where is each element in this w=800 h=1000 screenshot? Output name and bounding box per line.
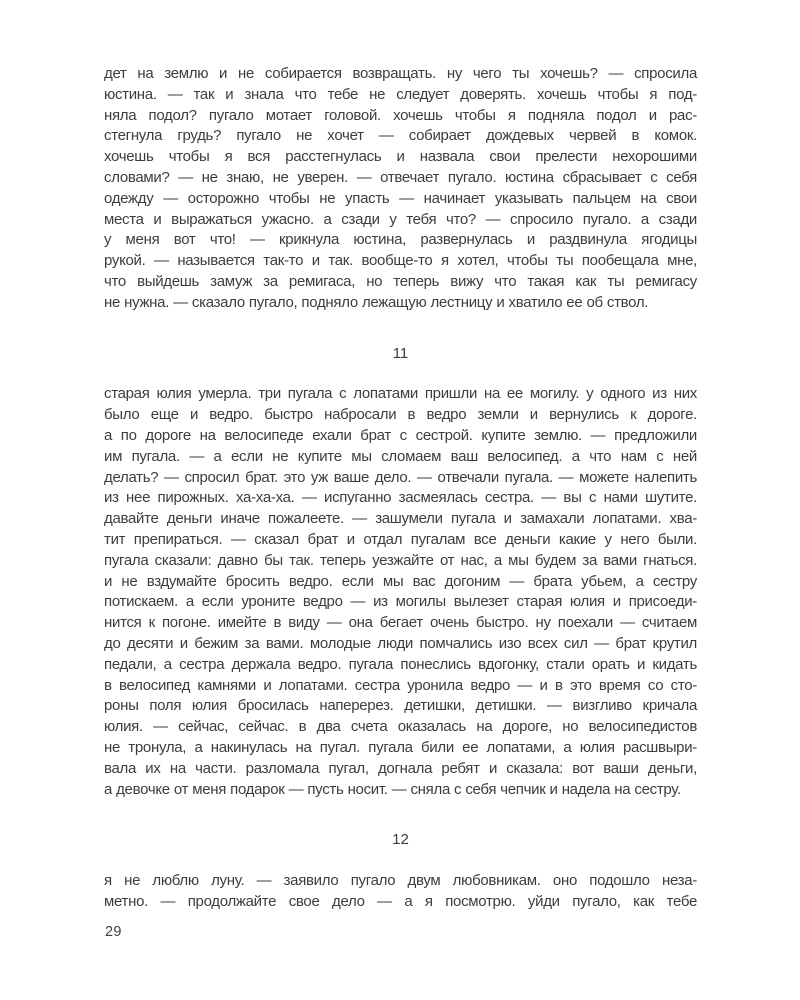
text-line: а девочке от меня подарок — пусть носит. — сняла с себя чепчик и надела на сестру. xyxy=(104,780,681,798)
text-line: метно. — продолжайте свое дело — а я посмотрю. уйди пугало, как тебе xyxy=(104,892,697,910)
text-line: няла подол? пугало мотает головой. хочешь чтобы я подняла подол и рас- xyxy=(104,106,697,124)
paragraph xyxy=(104,871,697,913)
text-line: а по дороге на велосипеде ехали брат с сестрой. купите землю. — предложили xyxy=(104,426,697,444)
text-line: роны поля юлия бросилась наперерез. детишки, детишки. — визгливо кричала xyxy=(104,697,697,715)
text-line: словами? — не знаю, не уверен. — отвечает пугало. юстина сбрасывает с себя xyxy=(104,168,697,186)
text-line: давайте деньги иначе пожалеете. — зашумели пугала и замахали лопатами. хва- xyxy=(104,510,697,528)
text-line: места и выражаться ужасно. а сзади у тебя что? — спросило пугало. а сзади xyxy=(104,210,697,228)
text-line: дет на землю и не собирается возвращать. ну чего ты хочешь? — спросила xyxy=(104,65,697,82)
text-line: в велосипед камнями и лопатами. сестра уронила ведро — и в это время со сто- xyxy=(104,676,697,694)
text-line: юлия. — сейчас, сейчас. в два счета оказалась на дороге, но велосипедистов xyxy=(104,718,697,736)
section-number: 11 xyxy=(392,344,409,362)
text-line: пугала сказали: давно бы так. теперь уезжайте от нас, а мы будем за вами гнаться. xyxy=(104,551,697,569)
text-line: не нужна. — сказало пугало, подняло лежащую лестницу и хватило ее об ствол. xyxy=(104,293,649,311)
text-line: вала их на части. разломала пугал, догнала ребят и сказала: вот ваши деньги, xyxy=(104,759,697,777)
text-line: нится к погоне. имейте в виду — она бегает очень быстро. ну поехали — считаем xyxy=(104,614,697,632)
text-line: из нее пирожных. ха-ха-ха. — испуганно засмеялась сестра. — вы с нами шутите. xyxy=(104,489,697,507)
text-line: педали, а сестра держала ведро. пугала понеслись вдогонку, стали орать и кидать xyxy=(104,655,697,673)
text-line: хочешь чтобы я вся расстегнулась и назвала свои прелести нехорошими xyxy=(104,148,697,166)
paragraph xyxy=(104,384,697,800)
text-line: у меня вот что! — крикнула юстина, развернулась и раздвинула ягодицы xyxy=(104,231,697,249)
text-line: старая юлия умерла. три пугала с лопатами пришли на ее могилу. у одного из них xyxy=(104,385,697,403)
section-number: 12 xyxy=(392,831,409,849)
text-line: потискаем. а если уроните ведро — из могилы вылезет старая юлия и присоеди- xyxy=(104,593,697,611)
text-line: не тронула, а накинулась на пугал. пугала били ее лопатами, а юлия расшвыри- xyxy=(104,738,697,756)
text-line: что выйдешь замуж за ремигаса, но теперь вижу что такая как ты ремигасу xyxy=(104,272,697,290)
page-number: 29 xyxy=(105,924,122,940)
text-block xyxy=(104,64,697,913)
text-line: делать? — спросил брат. это уж ваше дело. — отвечали пугала. — можете налепить xyxy=(104,468,697,486)
text-line: рукой. — называется так-то и так. вообще-то я хотел, чтобы ты пообещала мне, xyxy=(104,252,697,270)
text-line: и не вздумайте бросить ведро. если мы вас догоним — брата убьем, а сестру xyxy=(104,572,697,590)
text-line: тит препираться. — сказал брат и отдал пугалам все деньги какие у него были. xyxy=(104,530,697,548)
text-line: я не люблю луну. — заявило пугало двум любовникам. оно подошло неза- xyxy=(104,872,697,890)
text-line: стегнула грудь? пугало не хочет — собирает дождевых червей в комок. xyxy=(104,127,697,145)
text-line: было еще и ведро. быстро набросали в ведро земли и вернулись к дороге. xyxy=(104,406,697,424)
text-line: юстина. — так и знала что тебе не следует доверять. хочешь чтобы я под- xyxy=(104,85,697,103)
paragraph xyxy=(104,64,697,314)
text-line: им пугала. — а если не купите мы сломаем ваш велосипед. а что нам с ней xyxy=(104,447,697,465)
text-line: до десяти и бежим за вами. молодые люди помчались изо всех сил — брат крутил xyxy=(104,634,697,652)
text-line: одежду — осторожно чтобы не упасть — начинает указывать пальцем на свои xyxy=(104,189,697,207)
